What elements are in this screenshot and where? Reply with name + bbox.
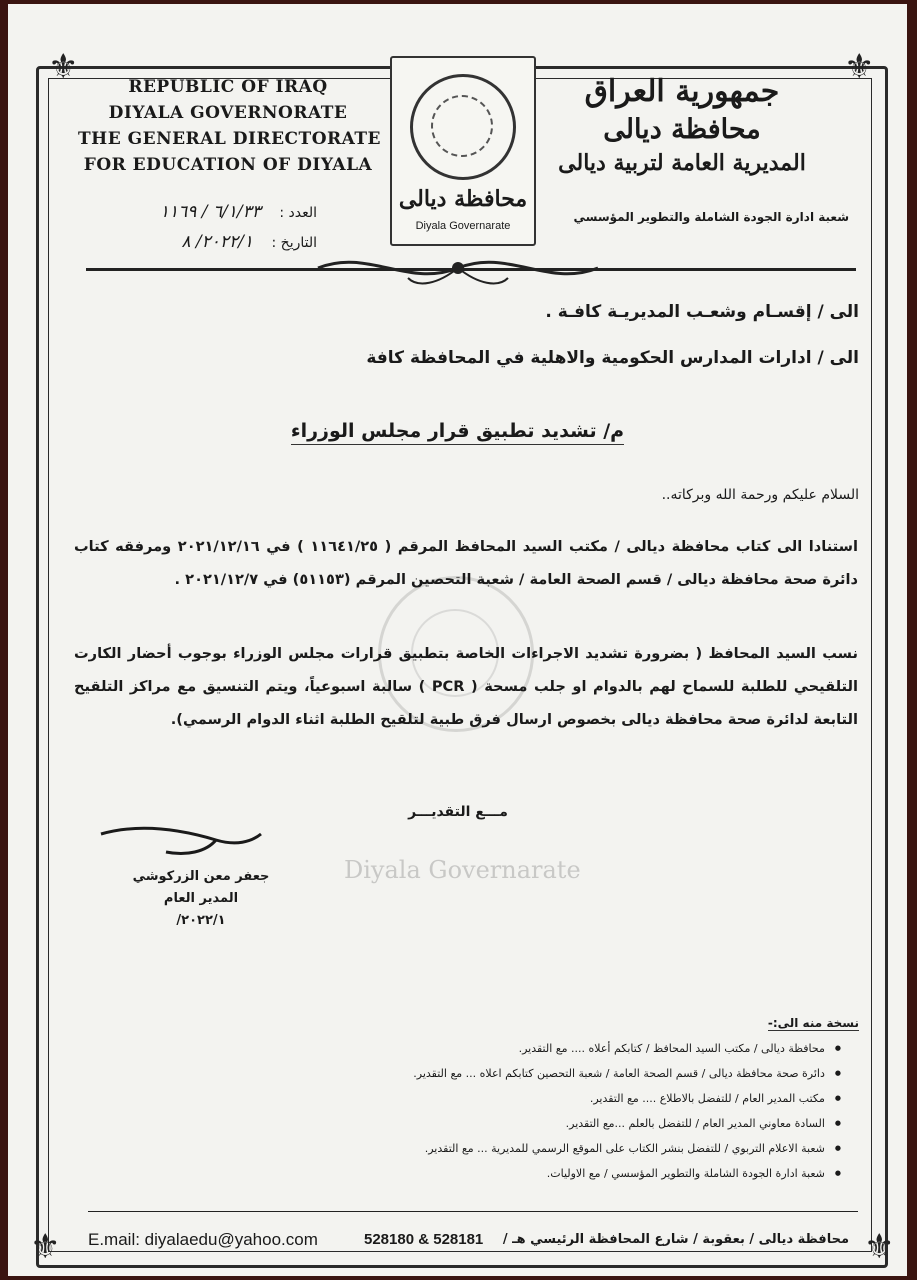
header-english: [78, 74, 382, 178]
header-ar-line: المديرية العامة لتربية ديالى: [558, 150, 806, 176]
body-paragraph: نسب السيد المحافظ ( بضرورة تشديد الاجراءات الخاصة بتطبيق قرارات مجلس الوزراء بوجوب أحضار الكارت التلقيحي للطلبة للسماح لهم بالدوام او جلب مسحة ( PCR ) سالبة اسبوعياً، ويتم التنسيق مع مراكز التلقيح التابعة لدائرة صحة محافظة ديالى بخصوص ارسال فرق طبية لتلقيح الطلبة اثناء الدوام الرسمي).: [74, 645, 858, 728]
watermark-text: Diyala Governarate: [344, 856, 581, 884]
header-en-line: REPUBLIC OF IRAQ: [128, 77, 328, 97]
subject-line: [8, 420, 907, 442]
number-value: ٦/١/٣٣ / ١١٦٩: [159, 202, 261, 222]
division-name: شعبة ادارة الجودة الشاملة والتطوير المؤسسي: [573, 210, 849, 224]
copies-heading-text: نسخة منه الى:-: [767, 1016, 859, 1030]
governorate-logo: [390, 56, 536, 246]
footer-phones: 528180 & 528181: [364, 1231, 484, 1248]
closing-regards: مـــع التقديـــر: [408, 804, 508, 820]
header-en-line: THE GENERAL DIRECTORATE: [78, 129, 382, 149]
ornament-divider: [308, 248, 608, 294]
list-item: ● السادة معاوني المدير العام / للتفضل بالعلم ...مع التقدير.: [281, 1111, 841, 1136]
signatory-title: المدير العام: [163, 891, 239, 906]
header-ar-line: جمهورية العراق: [584, 74, 780, 109]
body-paragraph: استنادا الى كتاب محافظة ديالى / مكتب السيد المحافظ المرقم ( ١١٦٤١/٢٥ ) في ٢٠٢١/١٢/١٦ ومرفقه كتاب دائرة صحة محافظة ديالى / قسم الصحة العامة / شعبة التحصين المرقم (٥١١٥٣) في ٢٠٢١/١٢/٧ .: [74, 538, 858, 588]
fleur-de-lis-icon: ⚜: [48, 47, 79, 87]
list-item: ● شعبة الاعلام التربوي / للتفضل بنشر الكتاب على الموقع الرسمي للمديرية ... مع التقدير.: [281, 1136, 841, 1161]
fleur-de-lis-icon: ⚜: [844, 47, 875, 87]
number-label: العدد :: [279, 205, 317, 221]
fleur-de-lis-icon: ⚜: [864, 1227, 895, 1267]
logo-arabic-text: محافظة ديالى: [398, 186, 528, 212]
document-date: [181, 232, 317, 252]
logo-emblem-icon: [410, 74, 516, 180]
footer-address: محافظة ديالى / بعقوبة / شارع المحافظة الرئيسي هـ /: [502, 1232, 849, 1247]
list-item: ● مكتب المدير العام / للتفضل بالاطلاع .... مع التقدير.: [281, 1086, 841, 1111]
document-page: [8, 4, 907, 1276]
subject-text: م/ تشديد تطبيق قرار مجلس الوزراء: [291, 420, 624, 445]
copies-heading: [768, 1016, 859, 1030]
logo-english-text: Diyala Governarate: [415, 220, 511, 232]
fleur-de-lis-icon: ⚜: [30, 1227, 61, 1267]
date-value: ٢٠٢٢/١/ ٨: [181, 232, 254, 252]
recipient-line: الى / إقسـام وشعـب المديريـة كافـة .: [545, 302, 859, 322]
signatory-name: جعفر معن الزركوشي: [132, 869, 270, 884]
footer-divider: [88, 1211, 858, 1212]
date-label: التاريخ :: [271, 235, 317, 251]
header-arabic: [517, 72, 847, 178]
header-en-line: DIYALA GOVERNORATE: [108, 103, 348, 123]
signature-date: ٢٠٢٢/١/: [176, 913, 226, 928]
signature-icon: [96, 822, 266, 862]
list-item: ● شعبة ادارة الجودة الشاملة والتطوير المؤسسي / مع الاوليات.: [281, 1161, 841, 1186]
list-item: ● دائرة صحة محافظة ديالى / قسم الصحة العامة / شعبة التحصين كتابكم اعلاه ... مع التقدير.: [281, 1061, 841, 1086]
footer-email: E.mail: diyalaedu@yahoo.com: [88, 1230, 318, 1249]
list-item: ● محافظة ديالى / مكتب السيد المحافظ / كتابكم أعلاه .... مع التقدير.: [281, 1036, 841, 1061]
header-en-line: FOR EDUCATION OF DIYALA: [83, 155, 373, 175]
copies-list: [281, 1036, 841, 1186]
recipient-line: الى / ادارات المدارس الحكومية والاهلية في المحافظة كافة: [366, 348, 859, 368]
reference-number: [160, 202, 317, 222]
greeting: السلام عليكم ورحمة الله وبركاته..: [661, 487, 859, 503]
header-ar-line: محافظة ديالى: [603, 114, 761, 145]
